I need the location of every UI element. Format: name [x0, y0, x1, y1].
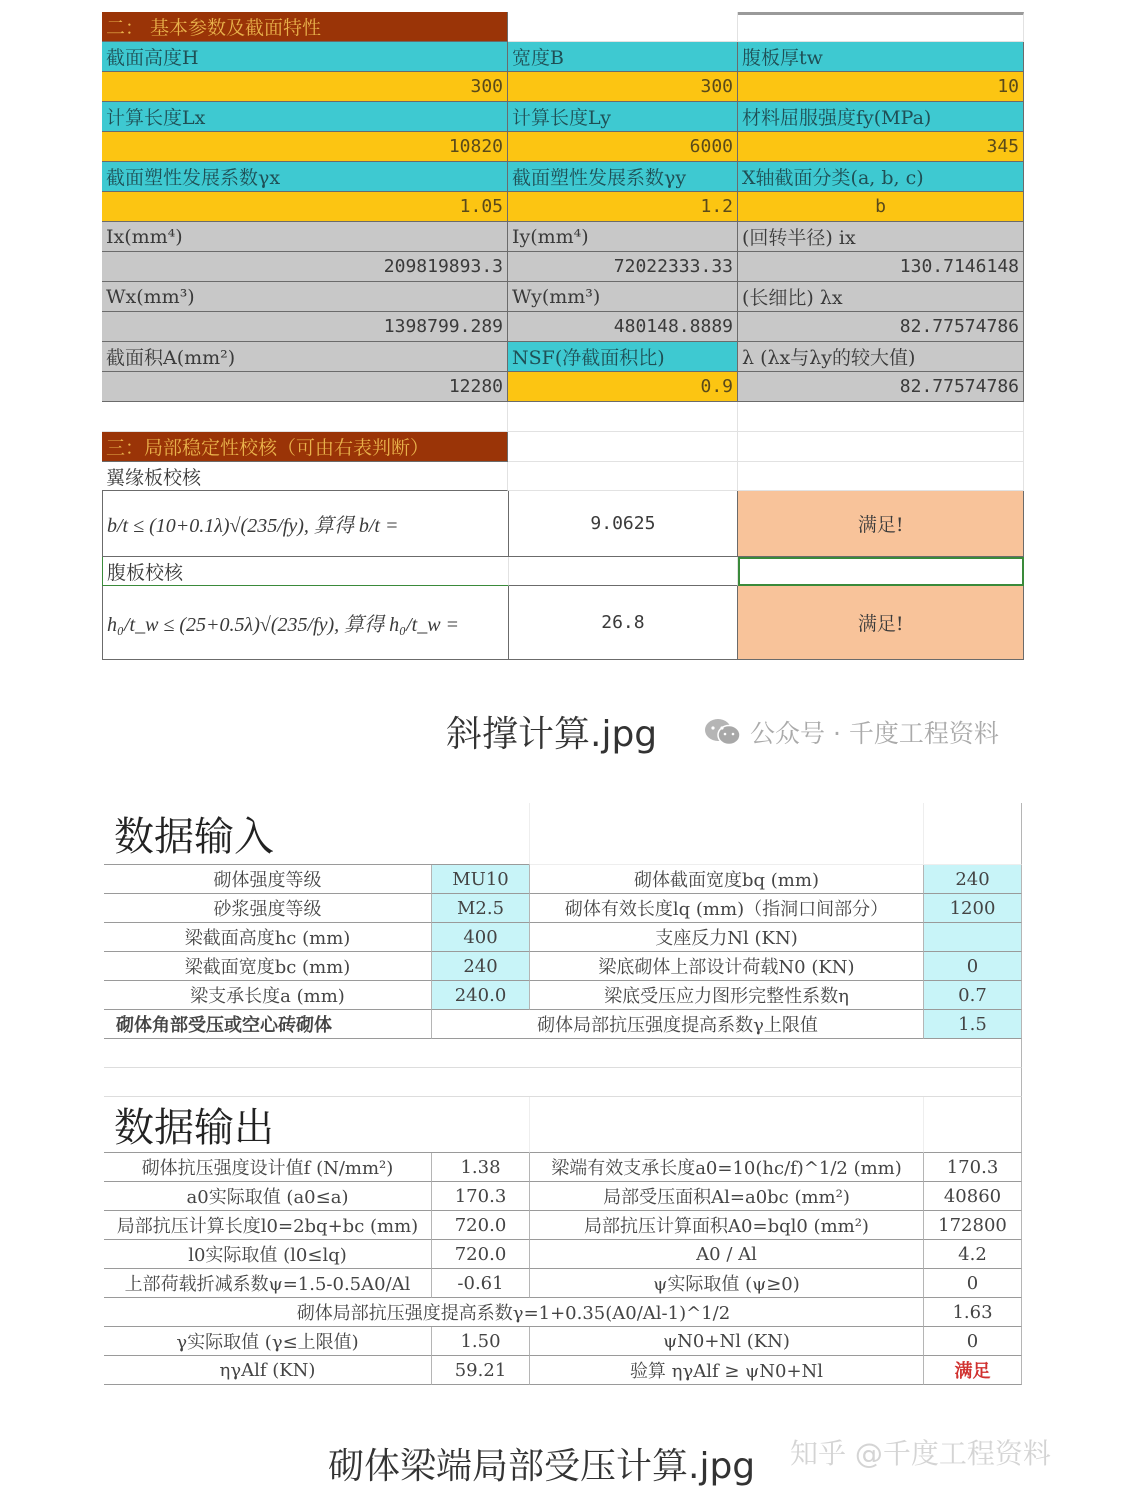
param-label: 截面高度H [102, 42, 508, 72]
param-label: λ (λx与λy的较大值) [738, 342, 1024, 372]
param-value[interactable]: 72022333.33 [508, 252, 738, 282]
empty-cell[interactable] [102, 402, 508, 432]
data-row [104, 1269, 1022, 1298]
param-label: Wy(mm³) [508, 282, 738, 312]
web-result[interactable]: 满足! [738, 586, 1024, 660]
watermark-2: 知乎 @千度工程资料 [790, 1437, 1051, 1470]
empty-cell[interactable] [738, 432, 1024, 462]
data-label: 局部抗压计算面积A0=bql0 (mm²) [530, 1211, 924, 1240]
data-value[interactable]: 1.50 [432, 1327, 530, 1356]
param-row [102, 342, 1024, 372]
data-label: 梁截面高度hc (mm) [104, 923, 432, 952]
data-label: l0实际取值 (l0≤lq) [104, 1240, 432, 1269]
param-value[interactable]: 1398799.289 [102, 312, 508, 342]
empty-cell[interactable] [508, 432, 738, 462]
selected-cell[interactable] [738, 557, 1024, 586]
gamma-formula-value[interactable]: 1.63 [924, 1298, 1022, 1327]
param-label: 材料屈服强度fy(MPa) [738, 102, 1024, 132]
empty-cell[interactable] [508, 402, 738, 432]
param-value[interactable]: b [738, 192, 1024, 222]
data-row [104, 865, 1022, 894]
caption-filename-1: 斜撑计算.jpg [446, 714, 658, 755]
data-label: 验算 ηγAlf ≥ ψN0+Nl [530, 1356, 924, 1385]
empty-cell[interactable] [509, 557, 739, 586]
data-value[interactable]: 0 [924, 1327, 1022, 1356]
param-label: 计算长度Ly [508, 102, 738, 132]
data-value[interactable]: 1.38 [432, 1153, 530, 1182]
flange-formula: b/t ≤ (10+0.1λ)√(235/fy), 算得 b/t = [103, 491, 509, 557]
param-value[interactable]: 1.05 [102, 192, 508, 222]
data-label: ψ实际取值 (ψ≥0) [530, 1269, 924, 1298]
output-title: 数据输出 [104, 1097, 530, 1153]
section3-title: 三：局部稳定性校核（可由右表判断） [102, 432, 508, 462]
param-value[interactable]: 345 [738, 132, 1024, 162]
param-label: 截面塑性发展系数γy [508, 162, 738, 192]
data-label: ηγAlf (KN) [104, 1356, 432, 1385]
data-value[interactable]: 172800 [924, 1211, 1022, 1240]
empty-cell[interactable] [738, 462, 1024, 491]
empty-cell[interactable] [738, 402, 1024, 432]
data-row [104, 923, 1022, 952]
data-row [104, 894, 1022, 923]
data-value[interactable]: 720.0 [432, 1211, 530, 1240]
data-label: 砌体强度等级 [104, 865, 432, 894]
watermark-1 [704, 714, 999, 750]
empty-cell[interactable] [530, 803, 924, 865]
masonry-beam-sheet [104, 803, 1022, 1385]
param-value[interactable]: 10820 [102, 132, 508, 162]
flange-check-label: 翼缘板校核 [102, 462, 508, 491]
param-label: 计算长度Lx [102, 102, 508, 132]
empty-row [104, 1068, 1022, 1097]
empty-cell[interactable] [738, 12, 1024, 42]
flange-ratio-value[interactable]: 9.0625 [509, 491, 739, 557]
empty-cell[interactable] [508, 12, 738, 42]
param-row [102, 312, 1024, 342]
param-row [102, 282, 1024, 312]
data-value[interactable]: 400 [432, 923, 530, 952]
param-label: Iy(mm⁴) [508, 222, 738, 252]
data-value[interactable]: 170.3 [432, 1182, 530, 1211]
steel-brace-sheet [102, 12, 1024, 660]
wechat-icon [704, 718, 742, 746]
data-value[interactable]: 240 [924, 865, 1022, 894]
param-value[interactable]: 82.77574786 [738, 372, 1024, 402]
data-value[interactable] [924, 923, 1022, 952]
param-row [102, 192, 1024, 222]
data-label: 砌体截面宽度bq (mm) [530, 865, 924, 894]
data-value[interactable]: 满足 [924, 1356, 1022, 1385]
param-value[interactable]: 130.7146148 [738, 252, 1024, 282]
data-label: 梁端有效支承长度a0=10(hc/f)^1/2 (mm) [530, 1153, 924, 1182]
gamma-limit-label: 砌体局部抗压强度提高系数γ上限值 [432, 1010, 924, 1039]
data-label: 梁底砌体上部设计荷载N0 (KN) [530, 952, 924, 981]
param-row [102, 132, 1024, 162]
caption-filename-2: 砌体梁端局部受压计算.jpg [328, 1446, 756, 1487]
param-label: Wx(mm³) [102, 282, 508, 312]
gamma-formula-label: 砌体局部抗压强度提高系数γ=1+0.35(A0/Al-1)^1/2 [104, 1298, 924, 1327]
data-row [104, 1211, 1022, 1240]
param-value[interactable]: 300 [508, 72, 738, 102]
watermark-text-1: 公众号 · 千度工程资料 [750, 719, 999, 748]
flange-result[interactable]: 满足! [738, 491, 1024, 557]
param-value[interactable]: 0.9 [508, 372, 738, 402]
data-value[interactable]: M2.5 [432, 894, 530, 923]
param-label: (回转半径) ix [738, 222, 1024, 252]
data-row [104, 952, 1022, 981]
data-label: 砌体抗压强度设计值f (N/mm²) [104, 1153, 432, 1182]
data-label: ψN0+Nl (KN) [530, 1327, 924, 1356]
data-label: 梁截面宽度bc (mm) [104, 952, 432, 981]
param-row [102, 72, 1024, 102]
data-label: 局部受压面积Al=a0bc (mm²) [530, 1182, 924, 1211]
empty-cell[interactable] [924, 1097, 1022, 1153]
param-value[interactable]: 10 [738, 72, 1024, 102]
data-label: γ实际取值 (γ≤上限值) [104, 1327, 432, 1356]
param-label: 截面积A(mm²) [102, 342, 508, 372]
gamma-limit-value[interactable]: 1.5 [924, 1010, 1022, 1039]
web-check-label: 腹板校核 [103, 557, 509, 586]
input-title: 数据输入 [104, 803, 530, 865]
param-value[interactable]: 1.2 [508, 192, 738, 222]
param-value[interactable]: 6000 [508, 132, 738, 162]
data-value[interactable]: -0.61 [432, 1269, 530, 1298]
data-value[interactable]: 0 [924, 1269, 1022, 1298]
data-value[interactable]: 4.2 [924, 1240, 1022, 1269]
data-row [104, 1327, 1022, 1356]
empty-cell[interactable] [508, 462, 738, 491]
param-label: NSF(净截面积比) [508, 342, 738, 372]
data-label: 梁支承长度a (mm) [104, 981, 432, 1010]
param-row [102, 162, 1024, 192]
empty-cell[interactable] [530, 1097, 924, 1153]
param-row [102, 222, 1024, 252]
data-value[interactable]: 240 [432, 952, 530, 981]
web-formula: h₀/t_w ≤ (25+0.5λ)√(235/fy), 算得 h₀/t_w = [103, 586, 509, 660]
param-row [102, 42, 1024, 72]
data-label: a0实际取值 (a0≤a) [104, 1182, 432, 1211]
param-label: 腹板厚tw [738, 42, 1024, 72]
data-label: 局部抗压计算长度l0=2bq+bc (mm) [104, 1211, 432, 1240]
param-label: (长细比) λx [738, 282, 1024, 312]
data-label: 梁底受压应力图形完整性系数η [530, 981, 924, 1010]
param-value[interactable]: 82.77574786 [738, 312, 1024, 342]
web-ratio-value[interactable]: 26.8 [509, 586, 739, 660]
param-value[interactable]: 209819893.3 [102, 252, 508, 282]
data-row [104, 1356, 1022, 1385]
data-value[interactable]: 59.21 [432, 1356, 530, 1385]
data-row [104, 1153, 1022, 1182]
param-row [102, 252, 1024, 282]
corner-compression-label: 砌体角部受压或空心砖砌体 [104, 1010, 432, 1039]
param-label: 宽度B [508, 42, 738, 72]
data-value[interactable]: 40860 [924, 1182, 1022, 1211]
data-row [104, 981, 1022, 1010]
param-label: X轴截面分类(a, b, c) [738, 162, 1024, 192]
param-row [102, 102, 1024, 132]
param-label: Ix(mm⁴) [102, 222, 508, 252]
data-value[interactable]: 0 [924, 952, 1022, 981]
param-row [102, 372, 1024, 402]
data-label: 砌体有效长度lq (mm)（指洞口间部分） [530, 894, 924, 923]
data-value[interactable]: 1200 [924, 894, 1022, 923]
data-label: 上部荷载折减系数ψ=1.5-0.5A0/Al [104, 1269, 432, 1298]
data-row [104, 1182, 1022, 1211]
data-value[interactable]: 720.0 [432, 1240, 530, 1269]
data-label: 砂浆强度等级 [104, 894, 432, 923]
data-value[interactable]: 170.3 [924, 1153, 1022, 1182]
param-value[interactable]: 300 [102, 72, 508, 102]
empty-cell[interactable] [924, 803, 1022, 865]
data-value[interactable]: MU10 [432, 865, 530, 894]
param-value[interactable]: 12280 [102, 372, 508, 402]
data-value[interactable]: 0.7 [924, 981, 1022, 1010]
param-value[interactable]: 480148.8889 [508, 312, 738, 342]
data-label: A0 / Al [530, 1240, 924, 1269]
param-label: 截面塑性发展系数γx [102, 162, 508, 192]
data-row [104, 1240, 1022, 1269]
data-value[interactable]: 240.0 [432, 981, 530, 1010]
section2-title: 二： 基本参数及截面特性 [102, 12, 508, 42]
data-label: 支座反力Nl (KN) [530, 923, 924, 952]
empty-row [104, 1039, 1022, 1068]
